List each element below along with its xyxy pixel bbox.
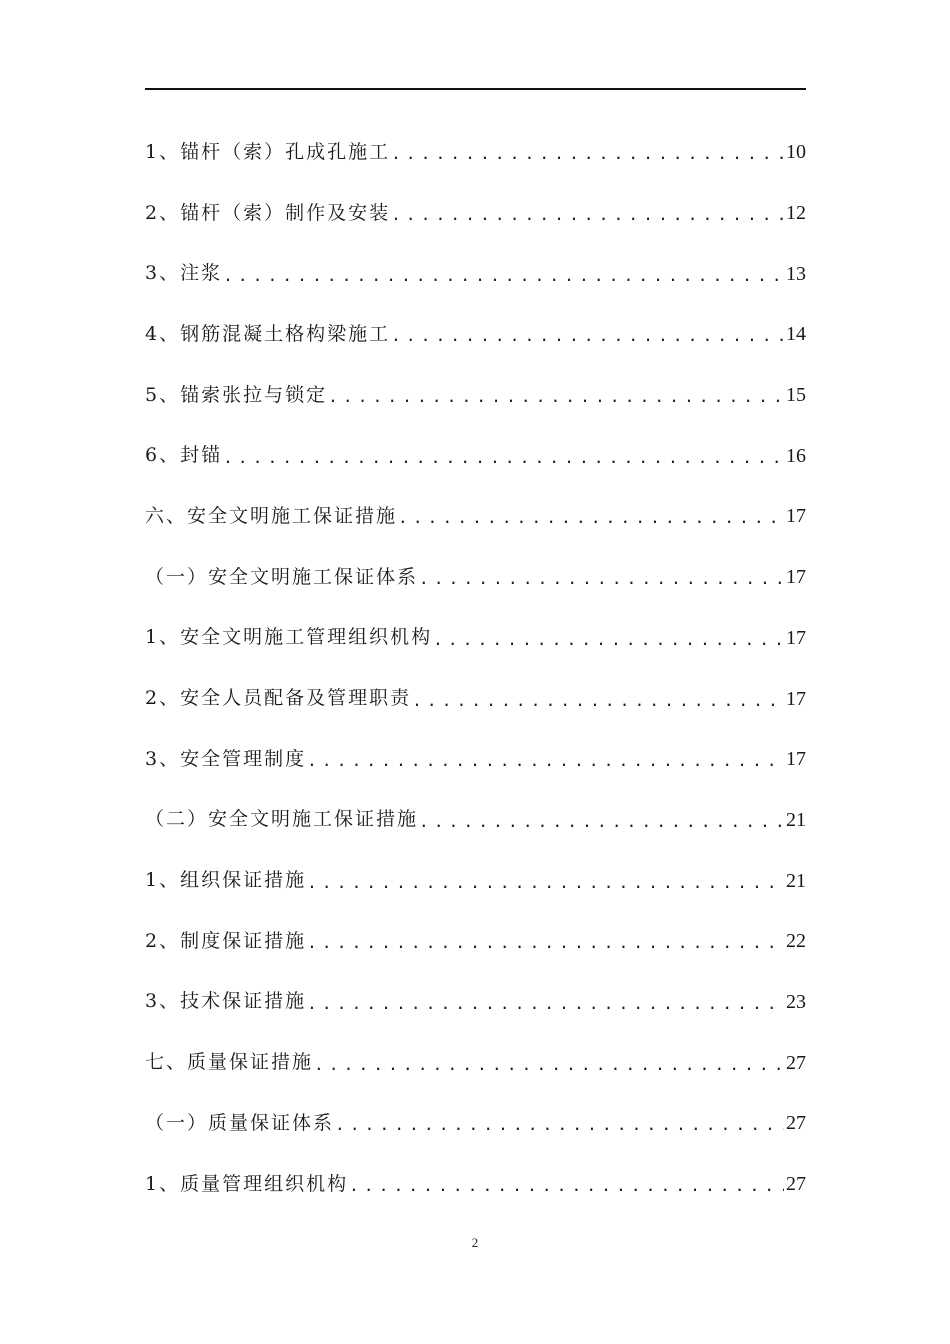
toc-entry[interactable] [145,425,806,486]
toc-entry-label: 1、组织保证措施 [145,869,307,892]
toc-entry-page: 27 [786,1112,806,1135]
toc-leader-dots [307,935,784,951]
toc-entry[interactable] [145,1032,806,1093]
toc-leader-dots [223,268,784,284]
toc-leader-dots [391,328,784,344]
toc-entry-label: （一）安全文明施工保证体系 [145,565,419,588]
toc-leader-dots [391,146,784,162]
toc-entry[interactable] [145,243,806,304]
toc-entry[interactable] [145,122,806,183]
toc-entry-label: 六、安全文明施工保证措施 [145,504,398,527]
toc-entry-label: 3、安全管理制度 [145,747,307,770]
toc-leader-dots [307,753,784,769]
toc-entry-label: 七、质量保证措施 [145,1051,314,1074]
toc-entry-label: 6、封锚 [145,444,223,467]
toc-entry-page: 16 [786,444,806,467]
toc-entry[interactable] [145,972,806,1033]
toc-entry-page: 21 [786,808,806,831]
toc-entry-page: 23 [786,990,806,1013]
toc-entry-page: 17 [786,748,806,771]
toc-entry-page: 15 [786,384,806,407]
toc-entry[interactable] [145,1093,806,1154]
toc-entry-label: 4、钢筋混凝土格构梁施工 [145,322,391,345]
toc-leader-dots [419,814,784,830]
toc-entry[interactable] [145,608,806,669]
toc-entry[interactable] [145,1154,806,1215]
toc-entry-page: 27 [786,1173,806,1196]
toc-entry[interactable] [145,486,806,547]
toc-entry-page: 21 [786,869,806,892]
toc-entry-page: 17 [786,626,806,649]
toc-leader-dots [412,693,784,709]
toc-entry-page: 10 [786,141,806,164]
toc-entry-label: （二）安全文明施工保证措施 [145,808,419,831]
toc-leader-dots [223,450,784,466]
toc-entry-label: 1、质量管理组织机构 [145,1172,349,1195]
toc-entry-page: 17 [786,505,806,528]
toc-entry-label: 5、锚索张拉与锁定 [145,383,328,406]
table-of-contents [145,122,806,1214]
toc-entry-page: 27 [786,1051,806,1074]
toc-entry-label: 1、安全文明施工管理组织机构 [145,626,433,649]
toc-entry-label: 2、锚杆（索）制作及安装 [145,201,391,224]
toc-entry[interactable] [145,729,806,790]
toc-entry[interactable] [145,850,806,911]
page-number: 2 [471,1235,479,1250]
toc-entry-page: 17 [786,566,806,589]
toc-entry[interactable] [145,365,806,426]
toc-entry-label: 3、技术保证措施 [145,990,307,1013]
toc-entry[interactable] [145,911,806,972]
toc-leader-dots [314,1057,784,1073]
toc-entry[interactable] [145,790,806,851]
toc-entry-page: 13 [786,262,806,285]
toc-entry[interactable] [145,304,806,365]
toc-leader-dots [419,571,784,587]
toc-leader-dots [335,1117,784,1133]
toc-leader-dots [328,389,784,405]
toc-leader-dots [307,996,784,1012]
toc-entry-label: 3、注浆 [145,262,223,285]
toc-entry[interactable] [145,183,806,244]
toc-entry-page: 14 [786,323,806,346]
toc-leader-dots [349,1178,784,1194]
toc-entry-label: 1、锚杆（索）孔成孔施工 [145,140,391,163]
toc-entry-label: 2、制度保证措施 [145,929,307,952]
toc-entry[interactable] [145,547,806,608]
toc-entry[interactable] [145,668,806,729]
toc-entry-label: （一）质量保证体系 [145,1111,335,1134]
header-rule [145,88,806,90]
toc-entry-page: 12 [786,202,806,225]
toc-entry-label: 2、安全人员配备及管理职责 [145,687,412,710]
toc-leader-dots [398,510,784,526]
toc-leader-dots [391,207,784,223]
toc-entry-page: 17 [786,687,806,710]
toc-leader-dots [433,632,784,648]
toc-entry-page: 22 [786,930,806,953]
toc-leader-dots [307,875,784,891]
